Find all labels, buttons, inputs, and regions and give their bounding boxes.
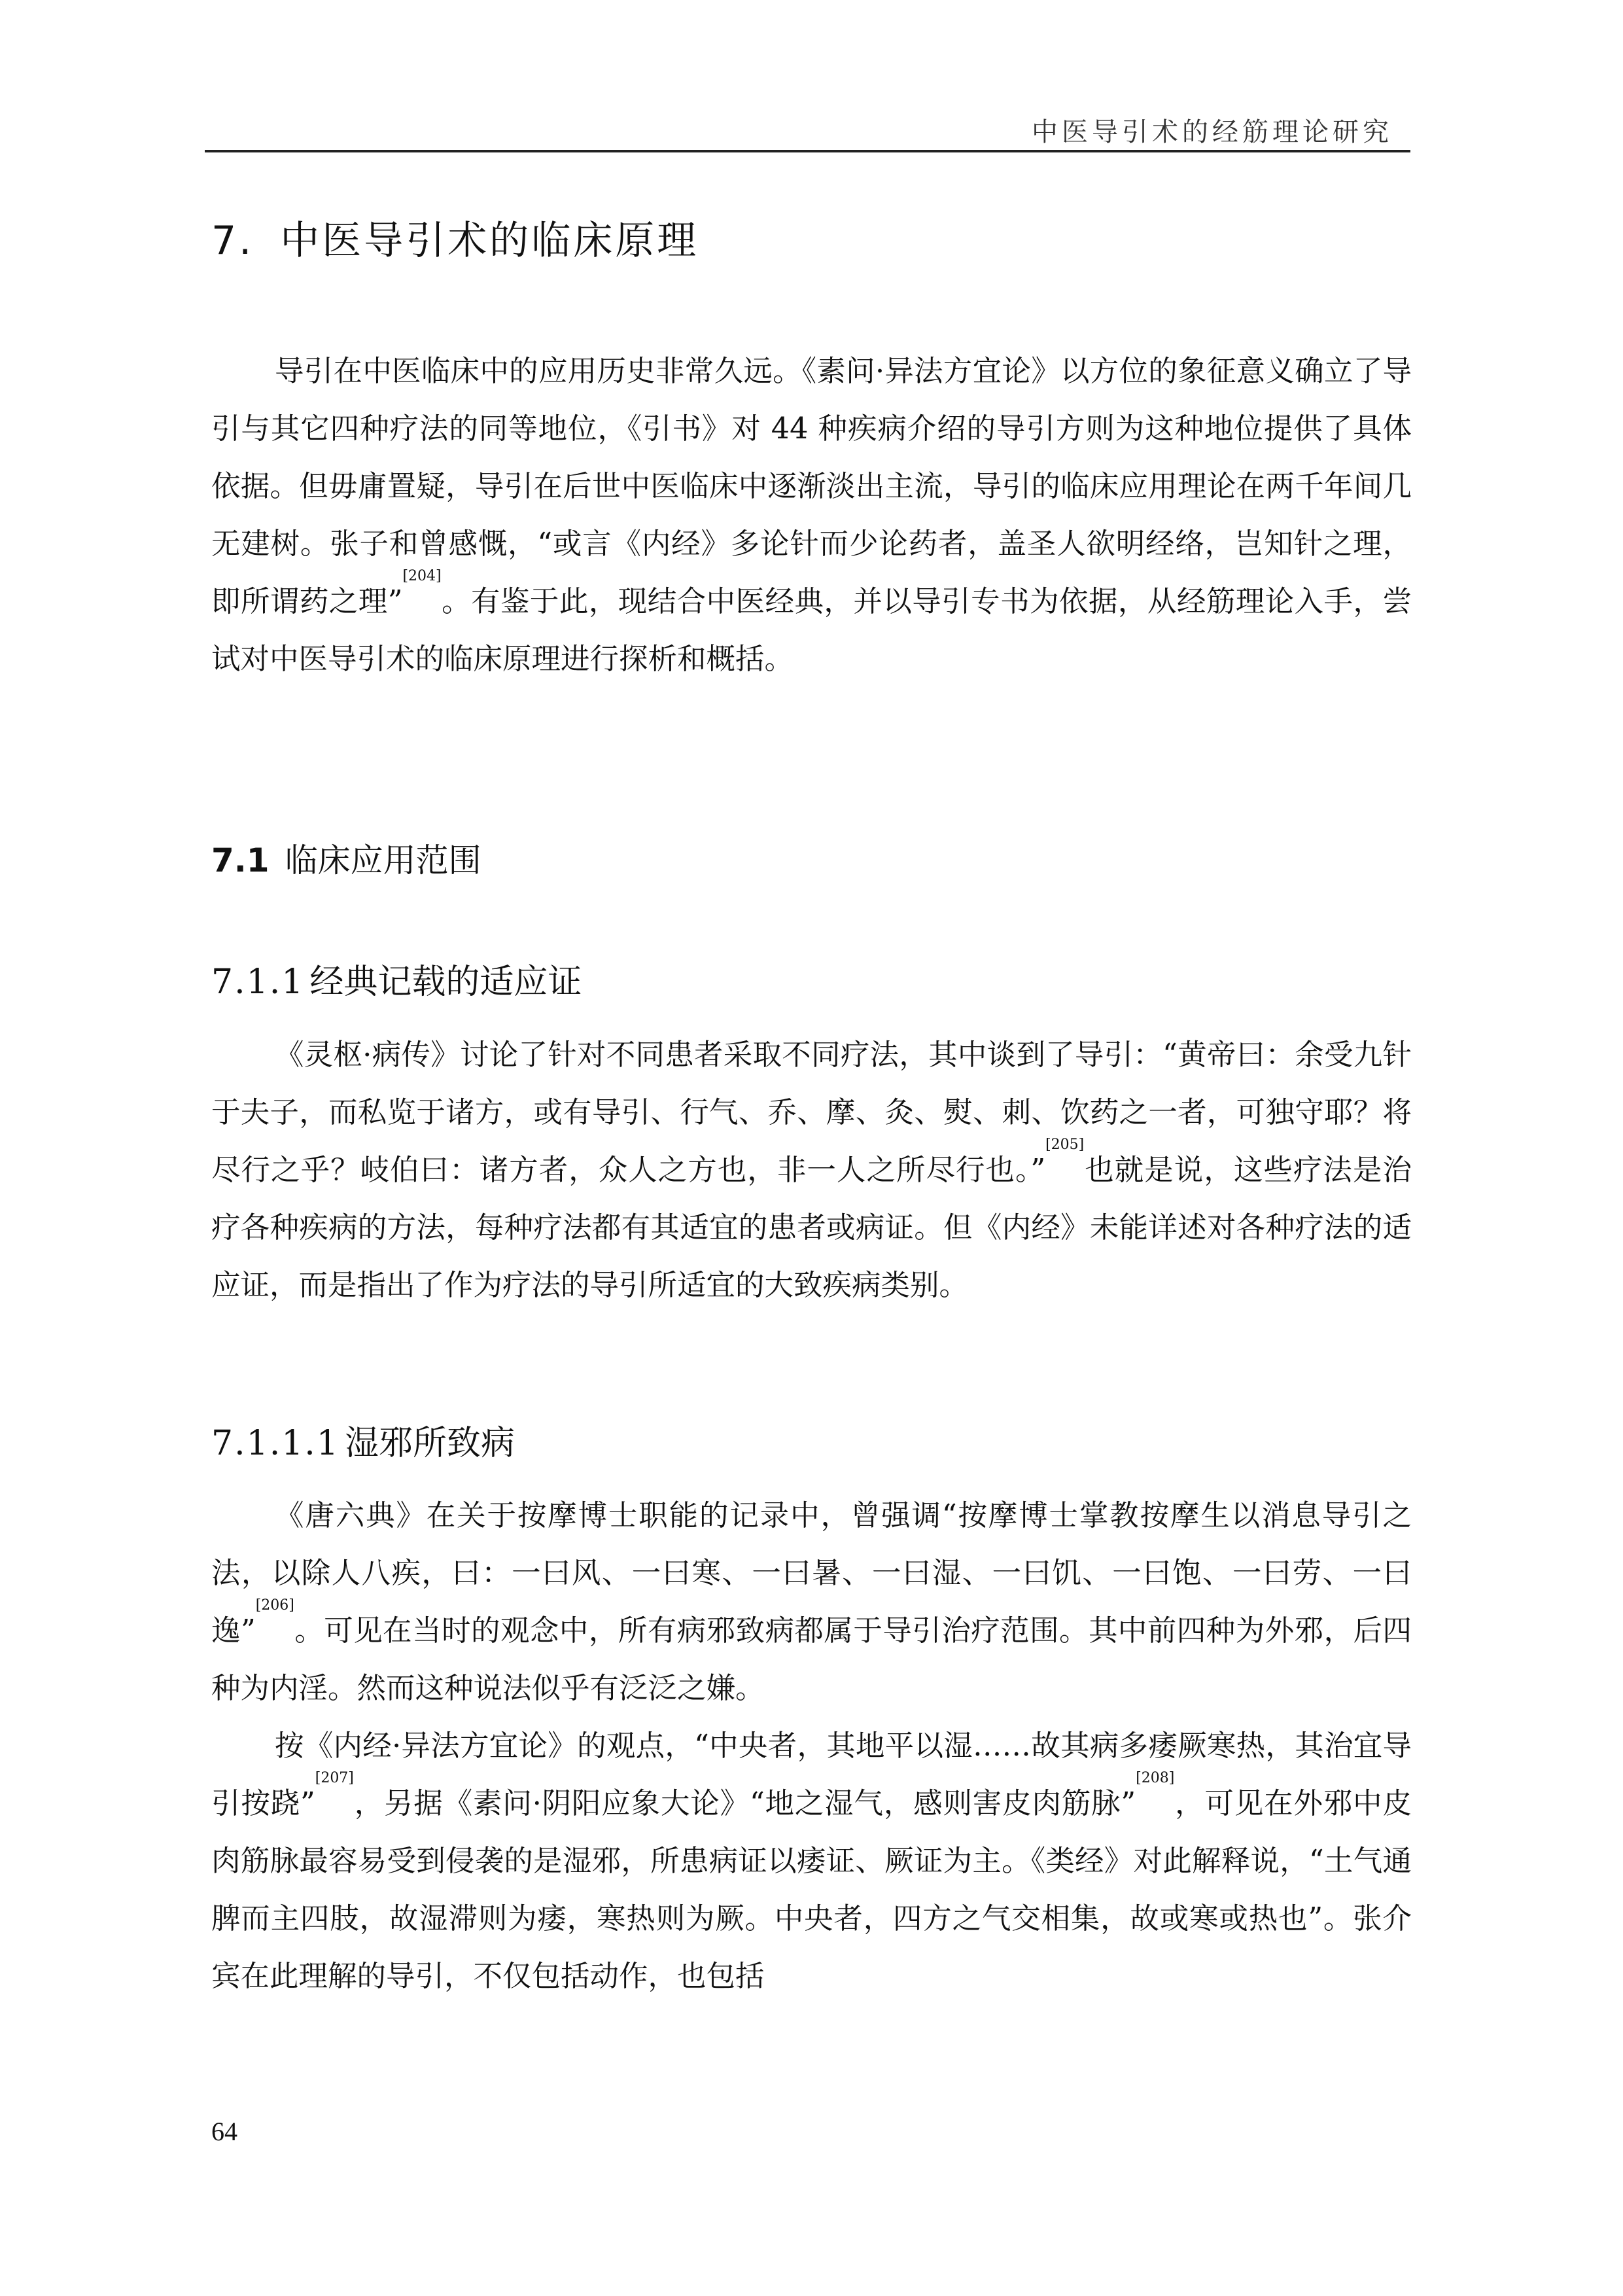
paragraph-text: 按《内经·异法方宜论》的观点，“中央者，其地平以湿……故其病多痿厥寒热，其治宜导引按跷”	[211, 1729, 1412, 1820]
subsubsection-title-text: 湿邪所致病	[344, 1424, 515, 1463]
subsection-title-text: 经典记载的适应证	[309, 963, 582, 1002]
header-rule	[205, 150, 1410, 152]
citation-ref: [207]	[315, 1770, 354, 1786]
paragraph-text-cont: ，另据《素问·阴阳应象大论》“地之湿气，感则害皮肉筋脉”	[353, 1787, 1136, 1820]
paragraph-text-cont: 也就是说，这些疗法是治疗各种疾病的方法，每种疗法都有其适宜的患者或病证。但《内经》未能详述对各种疗法的适应证，而是指出了作为疗法的导引所适宜的大致疾病类别。	[211, 1154, 1412, 1302]
citation-ref: [206]	[255, 1597, 294, 1614]
citation-ref: [204]	[402, 568, 442, 584]
paragraph-text-cont: ，可见在外邪中皮肉筋脉最容易受到侵袭的是湿邪，所患病证以痿证、厥证为主。《类经》对此解释说，“土气通脾而主四肢，故湿滞则为痿，寒热则为厥。中央者，四方之气交相集，故或寒或热也”。张介宾在此理解的导引，不仅包括动作，也包括	[211, 1787, 1412, 1993]
running-header: 中医导引术的经筋理论研究	[1032, 117, 1393, 147]
citation-ref: [208]	[1136, 1770, 1175, 1786]
chapter-number: 7.	[211, 218, 254, 264]
section-title-text: 临床应用范围	[285, 841, 481, 879]
section-number: 7.1	[211, 841, 270, 879]
subsection-number: 7.1.1	[211, 963, 305, 1002]
chapter-title-text: 中医导引术的临床原理	[280, 218, 699, 264]
subsection-title	[211, 963, 582, 1002]
damp-paragraph-1	[211, 1487, 1412, 1718]
indications-paragraph	[211, 1027, 1412, 1315]
paragraph-text-cont: 。可见在当时的观念中，所有病邪致病都属于导引治疗范围。其中前四种为外邪，后四种为内淫。然而这种说法似乎有泛泛之嫌。	[211, 1614, 1412, 1705]
page-number: 64	[211, 2117, 237, 2146]
section-title	[211, 841, 481, 879]
paragraph-text: 《灵枢·病传》讨论了针对不同患者采取不同疗法，其中谈到了导引：“黄帝曰：余受九针于夫子，而私览于诸方，或有导引、行气、乔、摩、灸、熨、刺、饮药之一者，可独守耶？将尽行之乎？岐伯曰：诸方者，众人之方也，非一人之所尽行也。”	[211, 1038, 1412, 1187]
subsubsection-title	[211, 1424, 515, 1463]
intro-text-cont: 。有鉴于此，现结合中医经典，并以导引专书为依据，从经筋理论入手，尝试对中医导引术的临床原理进行探析和概括。	[211, 585, 1412, 676]
chapter-title	[211, 218, 699, 264]
paragraph-text: 《唐六典》在关于按摩博士职能的记录中，曾强调“按摩博士掌教按摩生以消息导引之法，以除人八疾，曰：一曰风、一曰寒、一曰暑、一曰湿、一曰饥、一曰饱、一曰劳、一曰逸”	[211, 1499, 1412, 1648]
intro-paragraph	[211, 343, 1412, 688]
damp-paragraph-2	[211, 1718, 1412, 2005]
intro-text: 导引在中医临床中的应用历史非常久远。《素问·异法方宜论》以方位的象征意义确立了导引与其它四种疗法的同等地位，《引书》对 44 种疾病介绍的导引方则为这种地位提供了具体依据。但毋庸置疑，导引在后世中医临床中逐渐淡出主流，导引的临床应用理论在两千年间几无建树。张子和曾感慨，“或言《内经》多论针而少论药者，盖圣人欲明经络，岂知针之理，即所谓药之理”	[211, 355, 1412, 618]
subsubsection-number: 7.1.1.1	[211, 1424, 340, 1463]
citation-ref: [205]	[1045, 1137, 1085, 1153]
